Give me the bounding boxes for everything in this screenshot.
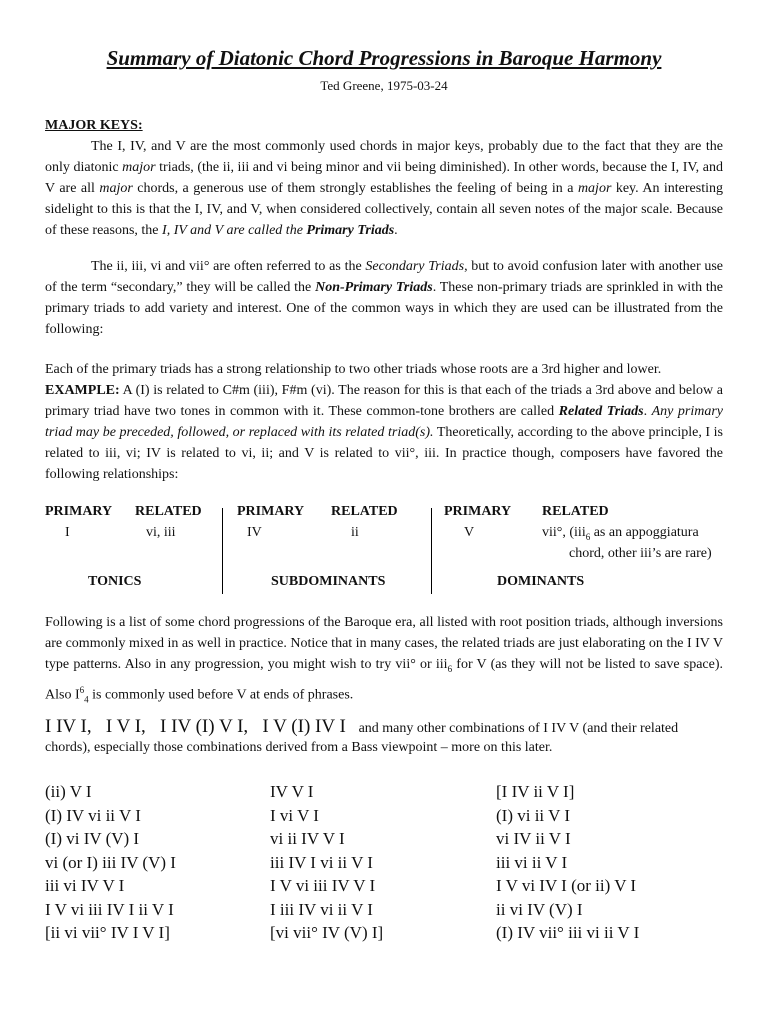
progression-item: iii vi IV V I (45, 876, 125, 895)
text: The ii, iii, vi and vii° are often referred to as the (91, 259, 366, 274)
text: for V (as they will not be listed to save space). Also I (45, 657, 723, 703)
column-footer: DOMINANTS (497, 574, 585, 589)
text: A (I) is related to C#m (iii), F#m (vi). The reason for this is that each of the triads a 3rd above and below a primary triad have two tones in common with it. These common-tone brothers are called (45, 383, 723, 419)
progression-item: vi ii IV V I (270, 829, 345, 848)
text: The I, IV, and V are the most commonly used chords in major keys, probably due to the fact that they are the only diatonic (45, 139, 723, 175)
superscript: 6 (79, 684, 85, 695)
table-column-tonics (45, 504, 221, 599)
text: chords, a generous use of them strongly establishes the feeling of being in a (132, 181, 578, 196)
text: . (394, 223, 398, 238)
emphasis: major (99, 181, 133, 196)
emphasis: major (122, 160, 156, 175)
emphasis: Secondary Triads (365, 259, 465, 274)
core-progressions-line2: chords), especially those combinations derived from a Bass viewpoint – more on this later. (45, 740, 553, 755)
text: is commonly used before V at ends of phrases. (88, 687, 354, 703)
related-header: RELATED (542, 504, 609, 519)
progression-item: [I IV ii V I] (496, 782, 575, 801)
primary-value: I (65, 525, 70, 540)
text: . These non-primary triads are sprinkled in with the primary triads to add variety and interest. One of the common ways in which they are used can be illustrated from the following: (45, 280, 723, 337)
related-triads-term: Related Triads (558, 404, 644, 419)
progression-item: (I) vi IV (V) I (45, 829, 140, 848)
primary-header: PRIMARY (45, 504, 113, 519)
text: Each of the primary triads has a strong relationship to two other triads whose roots are a 3rd higher and lower. (45, 362, 662, 377)
related-value-cont: chord, other iii’s are rare) (569, 546, 712, 561)
table-column-subdominants (237, 504, 427, 599)
progression-item: I vi V I (270, 805, 319, 825)
column-footer: TONICS (88, 574, 142, 589)
text: triads, (the ii, iii and vi being minor and vii being diminished). In other words, because the I, IV, and V are all (45, 160, 723, 196)
primary-value: V (464, 525, 475, 540)
emphasis: I, IV and V are called the (162, 223, 307, 238)
progression-item: iii IV I vi ii V I (270, 852, 373, 872)
table-column-dominants (444, 504, 725, 599)
progression-item: IV V I (270, 782, 314, 801)
core-progressions-line (45, 716, 678, 738)
primary-header: PRIMARY (237, 504, 305, 519)
text: as an appoggiatura (590, 525, 699, 540)
text: and many other combinations of I IV V (and their related (358, 721, 679, 736)
text: Theoretically, according to the above principle, I is related to iii, vi; IV is related to vi, ii; and V is related to vii°, iii. In practice though, composers have favored the following relationships: (45, 425, 723, 482)
text: , but to avoid confusion later with another use of the term “secondary,” they will be called the (45, 259, 724, 295)
core-progressions: I IV I, I V I, I IV (I) V I, I V (I) IV I (45, 716, 346, 737)
progression-item: vi IV ii V I (496, 829, 571, 848)
progression-column-1 (45, 780, 176, 945)
example-label: EXAMPLE: (45, 383, 120, 398)
subscript: 6 (585, 531, 591, 542)
column-footer: SUBDOMINANTS (271, 574, 386, 589)
emphasis: major (577, 181, 612, 196)
progression-item: [vi vii° IV (V) I] (270, 923, 384, 942)
page-title: Summary of Diatonic Chord Progressions in Baroque Harmony (106, 46, 662, 70)
related-header: RELATED (331, 504, 398, 519)
author-date: Ted Greene, 1975-03-24 (320, 78, 448, 93)
text: key. An interesting sidelight to this is that the I, IV, and V, when considered collectively, contain all seven notes of the major scale. Because of these reasons, the (45, 181, 724, 238)
related-header: RELATED (135, 504, 202, 519)
subscript: 6 (447, 663, 453, 674)
major-keys-heading: MAJOR KEYS: (45, 118, 143, 133)
primary-triads-term: Primary Triads (306, 223, 395, 238)
text: Following is a list of some chord progressions of the Baroque era, all listed with root position triads, although inversions are commonly mixed in as well in practice. Notice that in many cases, the related triads are just elaborating on the I IV V type patterns. Also in any progression, you might wish to try vii° or iii (45, 615, 723, 672)
progression-item: ii vi IV (V) I (496, 899, 583, 919)
progression-item: [ii vi vii° IV I V I] (45, 923, 170, 942)
progression-item: (I) IV vii° iii vi ii V I (496, 923, 640, 942)
progression-item: vi (or I) iii IV (V) I (45, 852, 176, 872)
subscript: 4 (84, 694, 89, 705)
progression-item: I V vi iii IV V I (270, 876, 376, 895)
primary-header: PRIMARY (444, 504, 512, 519)
progression-item: I iii IV vi ii V I (270, 899, 373, 919)
paragraph-related-triads (45, 359, 723, 485)
progression-item: I V vi IV I (or ii) V I (496, 876, 637, 895)
non-primary-term: Non-Primary Triads (315, 280, 433, 295)
progression-item: (I) IV vi ii V I (45, 805, 141, 825)
relationship-table (45, 504, 725, 599)
emphasis: Any primary triad may be preceded, followed, or replaced with its related triad(s). (45, 404, 723, 440)
related-value (542, 525, 699, 542)
paragraph-progressions-intro (45, 612, 723, 710)
progression-item: (ii) V I (45, 782, 92, 801)
progression-item: iii vi ii V I (496, 852, 568, 872)
progression-column-2 (270, 780, 383, 945)
progression-item: (I) vi ii V I (496, 805, 570, 825)
related-value: vi, iii (146, 525, 176, 540)
text: . (643, 404, 652, 419)
paragraph-secondary-triads (45, 256, 723, 340)
related-value: ii (351, 525, 359, 540)
progression-column-3 (496, 780, 639, 945)
divider (431, 508, 432, 594)
divider (222, 508, 223, 594)
progression-item: I V vi iii IV I ii V I (45, 899, 174, 919)
text: vii°, (iii (542, 525, 586, 540)
primary-value: IV (247, 525, 262, 540)
paragraph-major-keys (45, 115, 723, 241)
